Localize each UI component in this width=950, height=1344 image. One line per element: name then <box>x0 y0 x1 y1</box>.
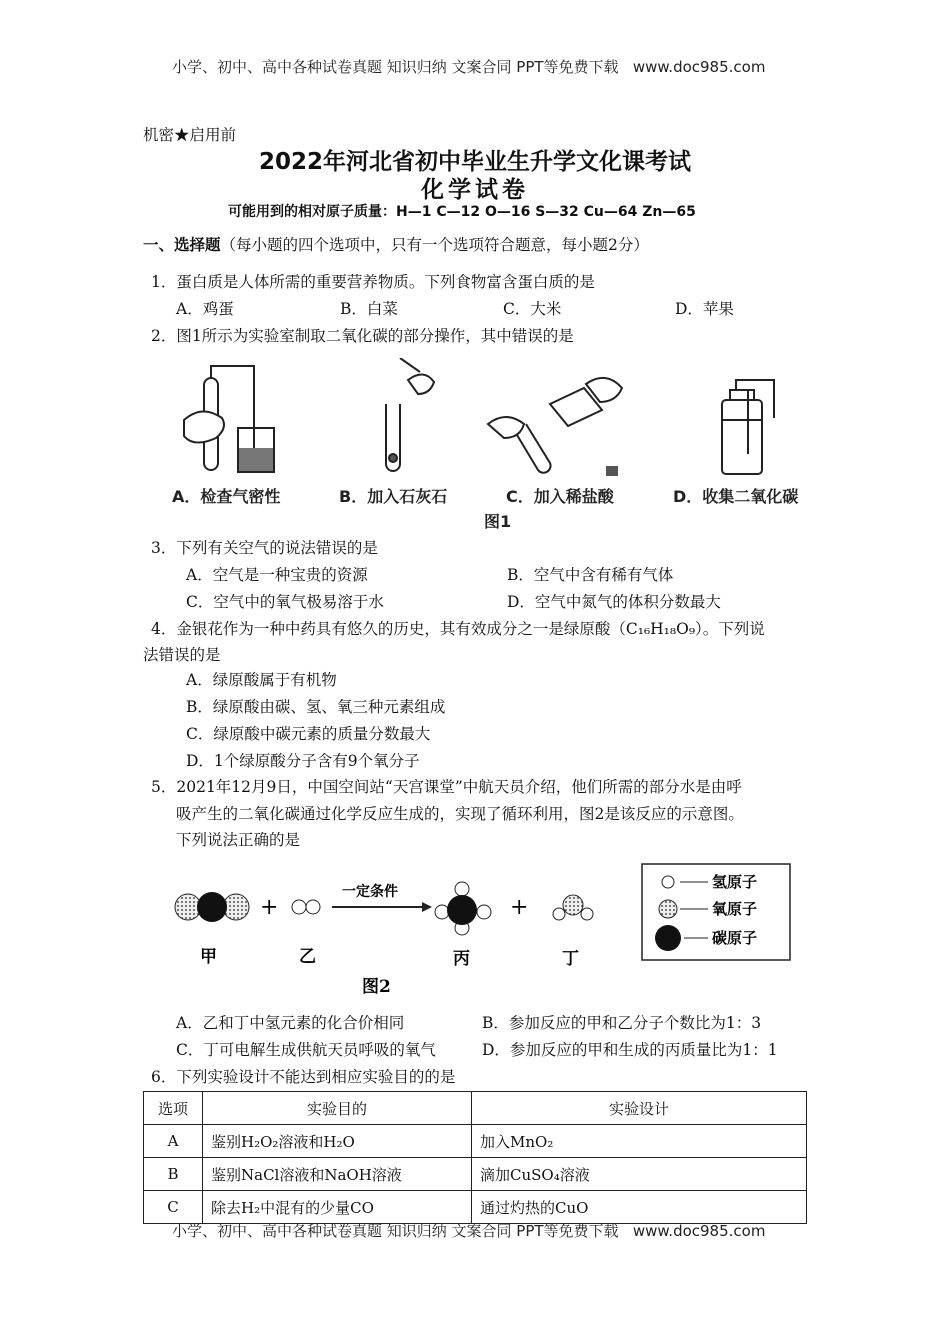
gas-collection-figure <box>722 380 774 474</box>
header-option: 选项 <box>144 1092 203 1125</box>
row-option: C <box>144 1191 203 1224</box>
label-ding: 丁 <box>562 949 579 969</box>
legend-oxygen: 氧原子 <box>712 900 758 918</box>
footer-text: 小学、初中、高中各种试卷真题 知识归纳 文案合同 PPT等免费下载 <box>172 1222 619 1240</box>
plus-sign-1: + <box>260 895 279 920</box>
molecule-jia <box>175 892 249 922</box>
label-bing: 丙 <box>453 949 470 969</box>
q5-option-c[interactable]: C．丁可电解生成供航天员呼吸的氧气 <box>176 1041 436 1059</box>
q2-label-d[interactable]: D．收集二氧化碳 <box>673 487 799 506</box>
footer-url[interactable]: www.doc985.com <box>632 1222 766 1240</box>
q5-stem-line3: 下列说法正确的是 <box>176 831 301 849</box>
q4-stem <box>151 617 765 639</box>
plus-sign-2: + <box>510 895 529 920</box>
legend-hydrogen: 氢原子 <box>712 873 758 891</box>
q5-option-b[interactable]: B．参加反应的甲和乙分子个数比为1：3 <box>482 1014 762 1032</box>
q1-option-b[interactable]: B．白菜 <box>340 300 398 318</box>
confidential-mark: 机密★启用前 <box>143 126 237 144</box>
q1-stem: 1．蛋白质是人体所需的重要营养物质。下列食物富含蛋白质的是 <box>151 273 595 291</box>
header-design: 实验设计 <box>472 1092 807 1125</box>
add-limestone-figure <box>386 358 434 471</box>
q2-label-c[interactable]: C．加入稀盐酸 <box>506 487 614 506</box>
q4-stem-part1: 4．金银花作为一种中药具有悠久的历史，其有效成分之一是绿原酸（ <box>151 620 626 638</box>
section-heading <box>143 233 649 255</box>
section-title: 一、选择题 <box>143 235 221 254</box>
row-option: A <box>144 1125 203 1158</box>
reaction-arrow <box>332 902 432 912</box>
table-row[interactable] <box>144 1158 807 1191</box>
q3-stem: 3．下列有关空气的说法错误的是 <box>151 539 378 557</box>
q1-option-c[interactable]: C．大米 <box>503 300 562 318</box>
q4-stem-line2: 法错误的是 <box>143 646 221 664</box>
q4-stem-part2: ）。下列说 <box>695 620 765 638</box>
label-jia: 甲 <box>200 947 217 967</box>
row-option: B <box>144 1158 203 1191</box>
q3-option-d[interactable]: D．空气中氮气的体积分数最大 <box>507 593 721 611</box>
q2-label-a[interactable]: A．检查气密性 <box>172 487 281 506</box>
molecule-bing <box>435 882 491 935</box>
molecule-yi <box>292 900 320 914</box>
table-row[interactable] <box>144 1125 807 1158</box>
section-note: （每小题的四个选项中，只有一个选项符合题意，每小题2分） <box>220 236 649 254</box>
q2-label-b[interactable]: B．加入石灰石 <box>339 487 448 506</box>
table-header-row <box>144 1092 807 1125</box>
figure-1-caption: 图1 <box>484 512 512 531</box>
q1-option-a[interactable]: A．鸡蛋 <box>176 300 234 318</box>
q4-option-b[interactable]: B．绿原酸由碳、氢、氧三种元素组成 <box>186 698 446 716</box>
row-purpose: 鉴别NaCl溶液和NaOH溶液 <box>203 1158 472 1191</box>
legend-carbon: 碳原子 <box>712 929 758 947</box>
airtightness-check-figure <box>184 366 274 472</box>
header-purpose: 实验目的 <box>203 1092 472 1125</box>
atom-legend <box>642 864 790 960</box>
row-purpose: 除去H₂中混有的少量CO <box>203 1191 472 1224</box>
header-text: 小学、初中、高中各种试卷真题 知识归纳 文案合同 PPT等免费下载 <box>172 58 619 76</box>
q1-option-d[interactable]: D．苹果 <box>675 300 734 318</box>
q5-stem-line1: 5．2021年12月9日，中国空间站“天宫课堂”中航天员介绍，他们所需的部分水是由呼 <box>151 778 742 796</box>
q6-stem: 6．下列实验设计不能达到相应实验目的的是 <box>151 1068 456 1086</box>
figure-2-caption: 图2 <box>362 977 391 997</box>
table-row[interactable] <box>144 1191 807 1224</box>
chlorogenic-acid-formula: C₁₆H₁₈O₉ <box>625 620 696 638</box>
q3-option-a[interactable]: A．空气是一种宝贵的资源 <box>186 566 368 584</box>
q4-option-c[interactable]: C．绿原酸中碳元素的质量分数最大 <box>186 725 431 743</box>
molecule-ding <box>553 895 593 920</box>
label-yi: 乙 <box>299 947 316 967</box>
atomic-mass-note: 可能用到的相对原子质量：H—1 C—12 O—16 S—32 Cu—64 Zn—65 <box>228 204 696 220</box>
figure-2-reaction <box>160 860 810 1000</box>
add-acid-figure <box>488 378 622 476</box>
exam-title: 2022年河北省初中毕业生升学文化课考试 <box>258 149 691 175</box>
row-design: 加入MnO₂ <box>472 1125 807 1158</box>
q4-option-d[interactable]: D．1个绿原酸分子含有9个氧分子 <box>186 752 420 770</box>
header-url[interactable]: www.doc985.com <box>632 58 766 76</box>
q6-table <box>143 1091 807 1224</box>
page-header <box>172 56 765 77</box>
row-purpose: 鉴别H₂O₂溶液和H₂O <box>203 1125 472 1158</box>
exam-subtitle: 化学试卷 <box>421 177 529 203</box>
q3-option-c[interactable]: C．空气中的氧气极易溶于水 <box>186 593 384 611</box>
q2-stem: 2．图1所示为实验室制取二氧化碳的部分操作，其中错误的是 <box>151 327 574 345</box>
q5-stem-line2: 吸产生的二氧化碳通过化学反应生成的，实现了循环利用，图2是该反应的示意图。 <box>176 805 744 823</box>
row-design: 滴加CuSO₄溶液 <box>472 1158 807 1191</box>
q5-option-d[interactable]: D．参加反应的甲和生成的丙质量比为1：1 <box>482 1041 778 1059</box>
q4-option-a[interactable]: A．绿原酸属于有机物 <box>186 671 337 689</box>
row-design: 通过灼热的CuO <box>472 1191 807 1224</box>
figure-1-apparatus <box>170 358 830 498</box>
q3-option-b[interactable]: B．空气中含有稀有气体 <box>507 566 674 584</box>
q5-option-a[interactable]: A．乙和丁中氢元素的化合价相同 <box>176 1014 405 1032</box>
page-footer <box>172 1220 765 1241</box>
reaction-condition: 一定条件 <box>342 884 398 900</box>
